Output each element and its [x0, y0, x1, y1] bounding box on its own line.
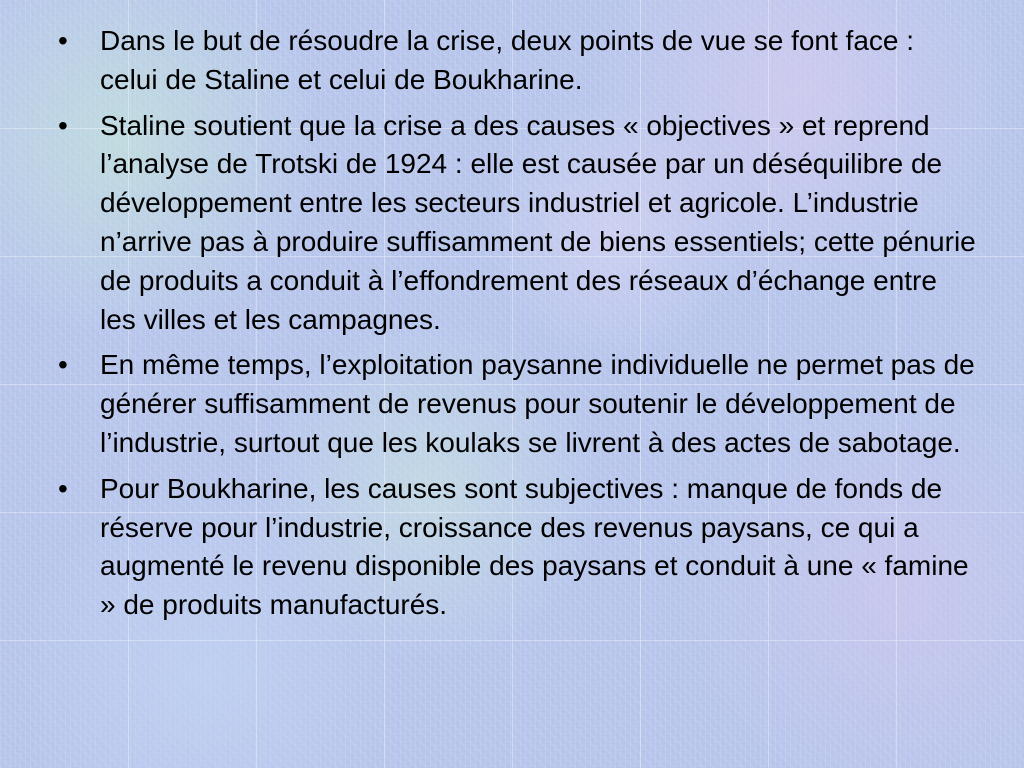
bullet-text: En même temps, l’exploitation paysanne individuelle ne permet pas de générer suffisamment de revenus pour soutenir le développement de l’industrie, surtout que les koulaks se livrent à des actes de sabotage.	[100, 349, 975, 458]
bullet-list	[56, 22, 976, 625]
bullet-icon: •	[58, 109, 68, 141]
bullet-icon: •	[58, 25, 68, 56]
bullet-item	[56, 107, 976, 340]
bullet-text: Pour Boukharine, les causes sont subjectives : manque de fonds de réserve pour l’industrie, croissance des revenus paysans, ce qui a augmenté le revenu disponible des paysans et conduit à une « famine » de produits manufacturés.	[100, 472, 969, 621]
bullet-item	[56, 470, 976, 625]
bullet-text: Staline soutient que la crise a des causes « objectives » et reprend l’analyse de Trotski de 1924 : elle est causée par un déséquilibre de développement entre les secteurs industriel et agricole. L’industrie n’arrive pas à produire suffisamment de biens essentiels; cette pénurie de produits a conduit à l’effondrement des réseaux d’échange entre les villes et les campagnes.	[100, 109, 976, 335]
bullet-icon: •	[58, 349, 68, 381]
bullet-item	[56, 346, 976, 462]
bullet-item	[56, 22, 976, 100]
texture-seam	[0, 640, 1024, 641]
bullet-text: Dans le but de résoudre la crise, deux points de vue se font face : celui de Staline et celui de Boukharine.	[100, 25, 915, 95]
slide-content	[56, 22, 976, 632]
bullet-icon: •	[58, 472, 68, 504]
